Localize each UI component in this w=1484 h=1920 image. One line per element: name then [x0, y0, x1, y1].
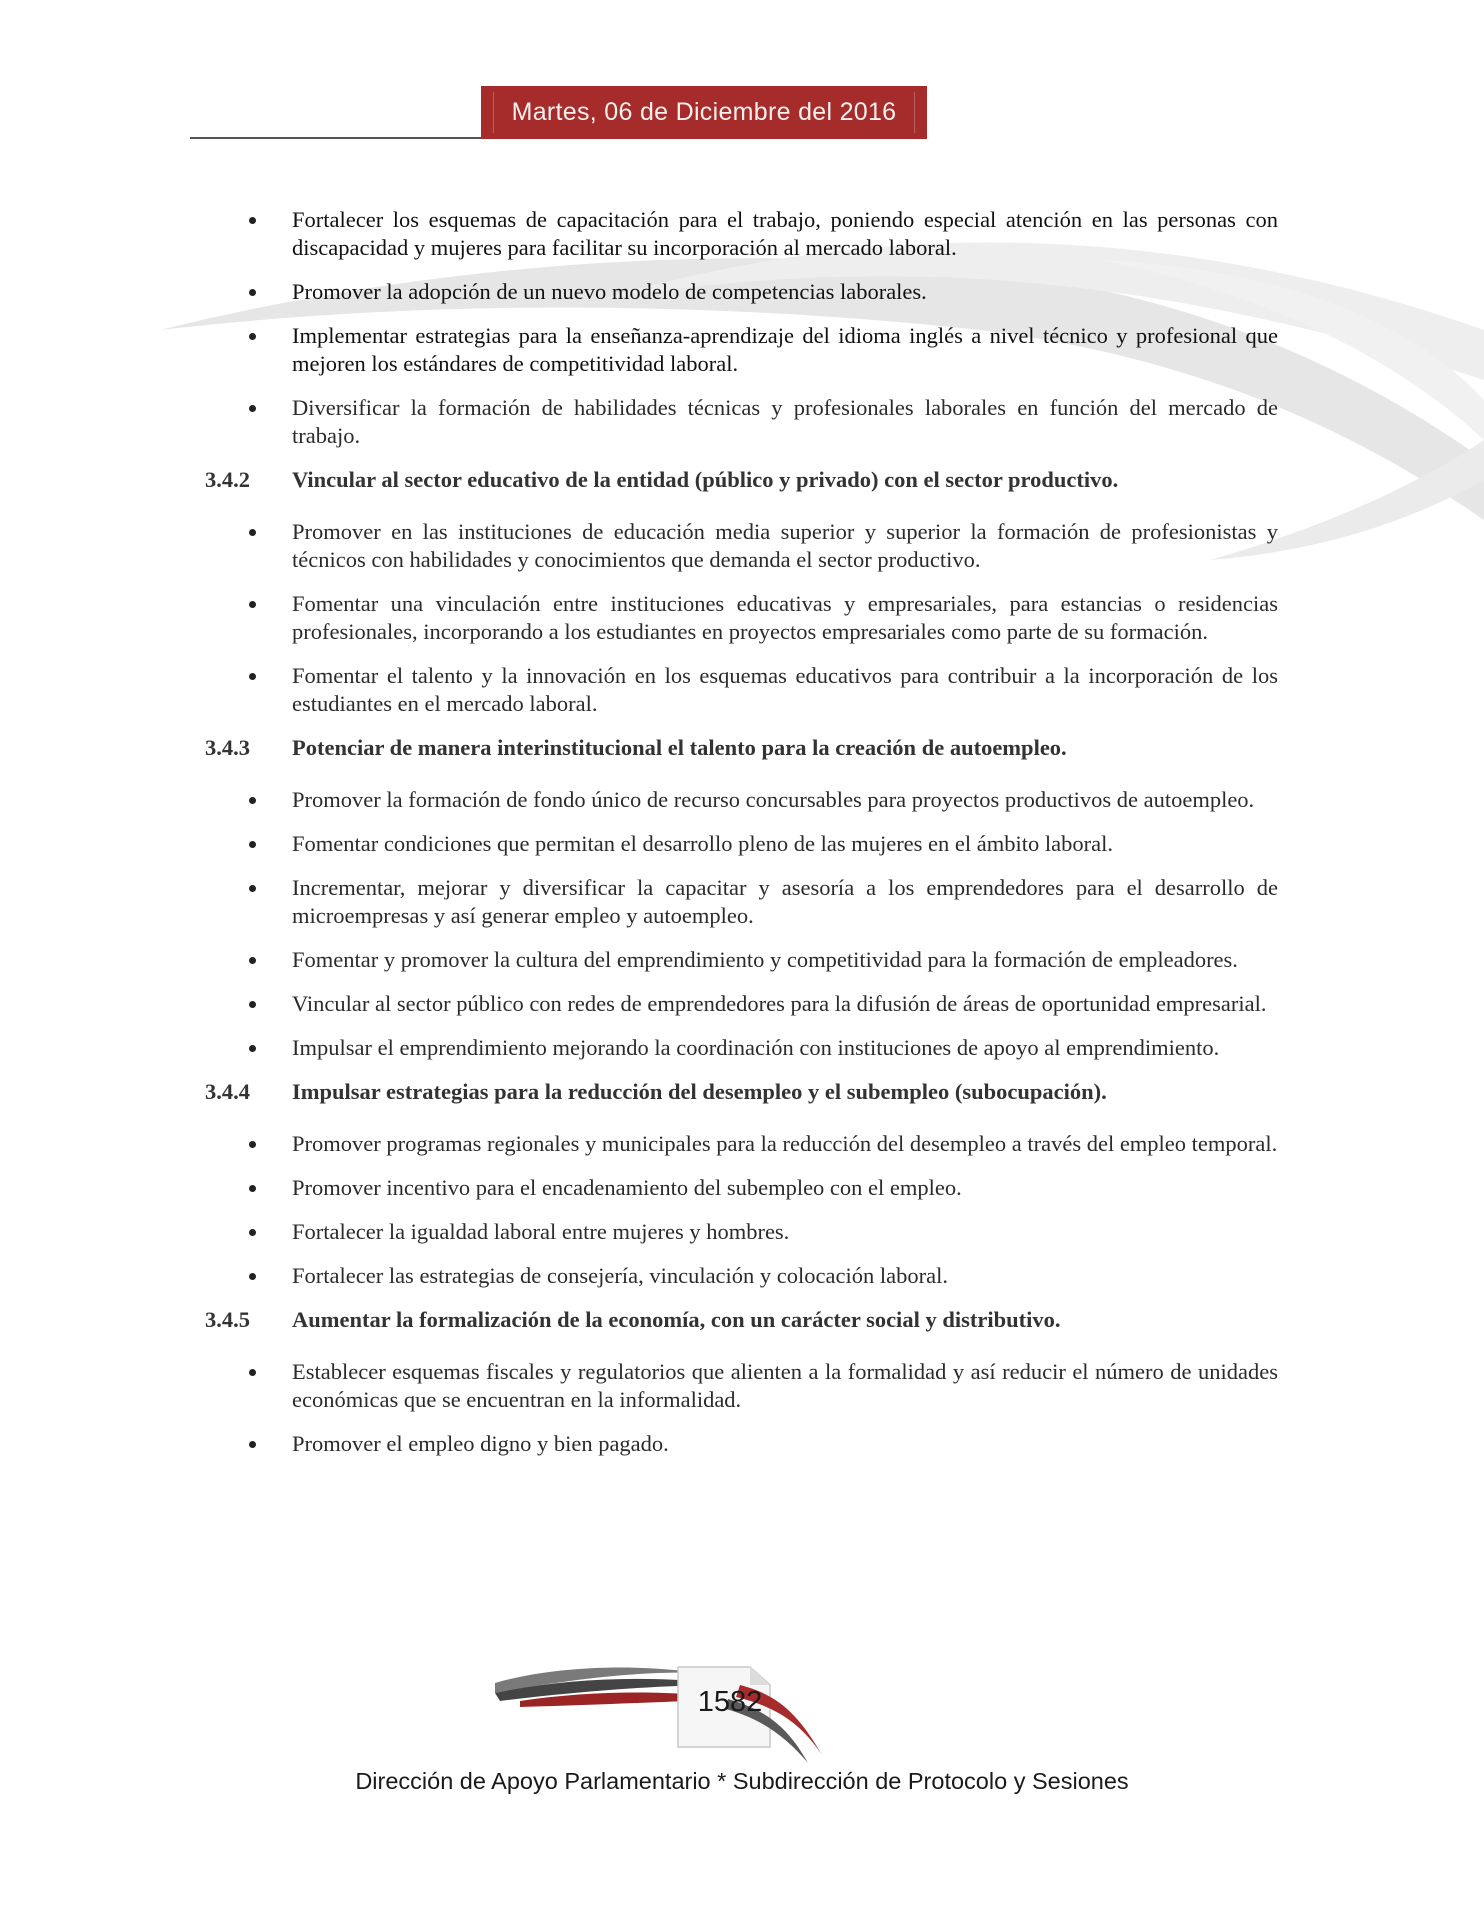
- section-title: Vincular al sector educativo de la entidad (público y privado) con el sector productivo.: [292, 467, 1119, 492]
- page-number: 1582: [697, 1686, 763, 1718]
- bullet-icon: [249, 673, 256, 680]
- list-item: Implementar estrategias para la enseñanza-aprendizaje del idioma inglés a nivel técnico y profesional que mejoren los estándares de competitividad laboral.: [205, 322, 1278, 378]
- section-title: Potenciar de manera interinstitucional el talento para la creación de autoempleo.: [292, 735, 1067, 760]
- list-item: Promover programas regionales y municipales para la reducción del desempleo a través del empleo temporal.: [205, 1130, 1278, 1158]
- list-item: Fortalecer la igualdad laboral entre mujeres y hombres.: [205, 1218, 1278, 1246]
- section-title: Impulsar estrategias para la reducción del desempleo y el subempleo (subocupación).: [292, 1079, 1107, 1104]
- list-item: Fomentar condiciones que permitan el desarrollo pleno de las mujeres en el ámbito laboral.: [205, 830, 1278, 858]
- bullet-icon: [249, 217, 256, 224]
- section-3-4-4: [205, 1078, 1278, 1290]
- bullet-icon: [249, 797, 256, 804]
- intro-list: [205, 206, 1278, 450]
- bullet-icon: [249, 601, 256, 608]
- bullet-icon: [249, 885, 256, 892]
- section-3-4-3: [205, 734, 1278, 1062]
- bullet-icon: [249, 529, 256, 536]
- bullet-icon: [249, 1441, 256, 1448]
- bullet-icon: [249, 333, 256, 340]
- section-heading: [205, 734, 1278, 762]
- section-number: 3.4.4: [205, 1079, 250, 1104]
- list-item: Promover la formación de fondo único de recurso concursables para proyectos productivos de autoempleo.: [205, 786, 1278, 814]
- list-item: Vincular al sector público con redes de emprendedores para la difusión de áreas de oportunidad empresarial.: [205, 990, 1278, 1018]
- bullet-icon: [249, 1141, 256, 1148]
- bullet-icon: [249, 1273, 256, 1280]
- section-3-4-2: [205, 466, 1278, 718]
- bullet-icon: [249, 1001, 256, 1008]
- section-heading: [205, 1306, 1278, 1334]
- list-item: Fortalecer los esquemas de capacitación para el trabajo, poniendo especial atención en las personas con discapacidad y mujeres para facilitar su incorporación al mercado laboral.: [205, 206, 1278, 262]
- header-date: Martes, 06 de Diciembre del 2016: [481, 86, 927, 139]
- bullet-icon: [249, 841, 256, 848]
- list-item: Promover incentivo para el encadenamiento del subempleo con el empleo.: [205, 1174, 1278, 1202]
- list-item: Fomentar el talento y la innovación en los esquemas educativos para contribuir a la incorporación de los estudiantes en el mercado laboral.: [205, 662, 1278, 718]
- bullet-icon: [249, 1185, 256, 1192]
- footer-text: Dirección de Apoyo Parlamentario * Subdirección de Protocolo y Sesiones: [355, 1768, 1129, 1794]
- section-heading: [205, 1078, 1278, 1106]
- section-3-4-5: [205, 1306, 1278, 1458]
- bullet-icon: [249, 957, 256, 964]
- section-number: 3.4.2: [205, 467, 250, 492]
- list-item: Establecer esquemas fiscales y regulatorios que alienten a la formalidad y así reducir el número de unidades económicas que se encuentran en la informalidad.: [205, 1358, 1278, 1414]
- list-item: Impulsar el emprendimiento mejorando la coordinación con instituciones de apoyo al emprendimiento.: [205, 1034, 1278, 1062]
- section-list: [205, 1130, 1278, 1290]
- list-item: Fomentar y promover la cultura del emprendimiento y competitividad para la formación de empleadores.: [205, 946, 1278, 974]
- list-item: Promover en las instituciones de educación media superior y superior la formación de profesionistas y técnicos con habilidades y conocimientos que demanda el sector productivo.: [205, 518, 1278, 574]
- section-list: [205, 786, 1278, 1062]
- bullet-icon: [249, 1369, 256, 1376]
- list-item: Promover el empleo digno y bien pagado.: [205, 1430, 1278, 1458]
- bullet-icon: [249, 1045, 256, 1052]
- document-body: [205, 206, 1278, 1474]
- section-list: [205, 1358, 1278, 1458]
- bullet-icon: [249, 289, 256, 296]
- list-item: Fortalecer las estrategias de consejería, vinculación y colocación laboral.: [205, 1262, 1278, 1290]
- section-number: 3.4.5: [205, 1307, 250, 1332]
- bullet-icon: [249, 1229, 256, 1236]
- section-number: 3.4.3: [205, 735, 250, 760]
- list-item: Diversificar la formación de habilidades técnicas y profesionales laborales en función del mercado de trabajo.: [205, 394, 1278, 450]
- list-item: Incrementar, mejorar y diversificar la capacitar y asesoría a los emprendedores para el desarrollo de microempresas y así generar empleo y autoempleo.: [205, 874, 1278, 930]
- section-list: [205, 518, 1278, 718]
- list-item: Promover la adopción de un nuevo modelo de competencias laborales.: [205, 278, 1278, 306]
- section-title: Aumentar la formalización de la economía, con un carácter social y distributivo.: [292, 1307, 1061, 1332]
- list-item: Fomentar una vinculación entre instituciones educativas y empresariales, para estancias o residencias profesionales, incorporando a los estudiantes en proyectos empresariales como parte de su formación.: [205, 590, 1278, 646]
- bullet-icon: [249, 405, 256, 412]
- section-heading: [205, 466, 1278, 494]
